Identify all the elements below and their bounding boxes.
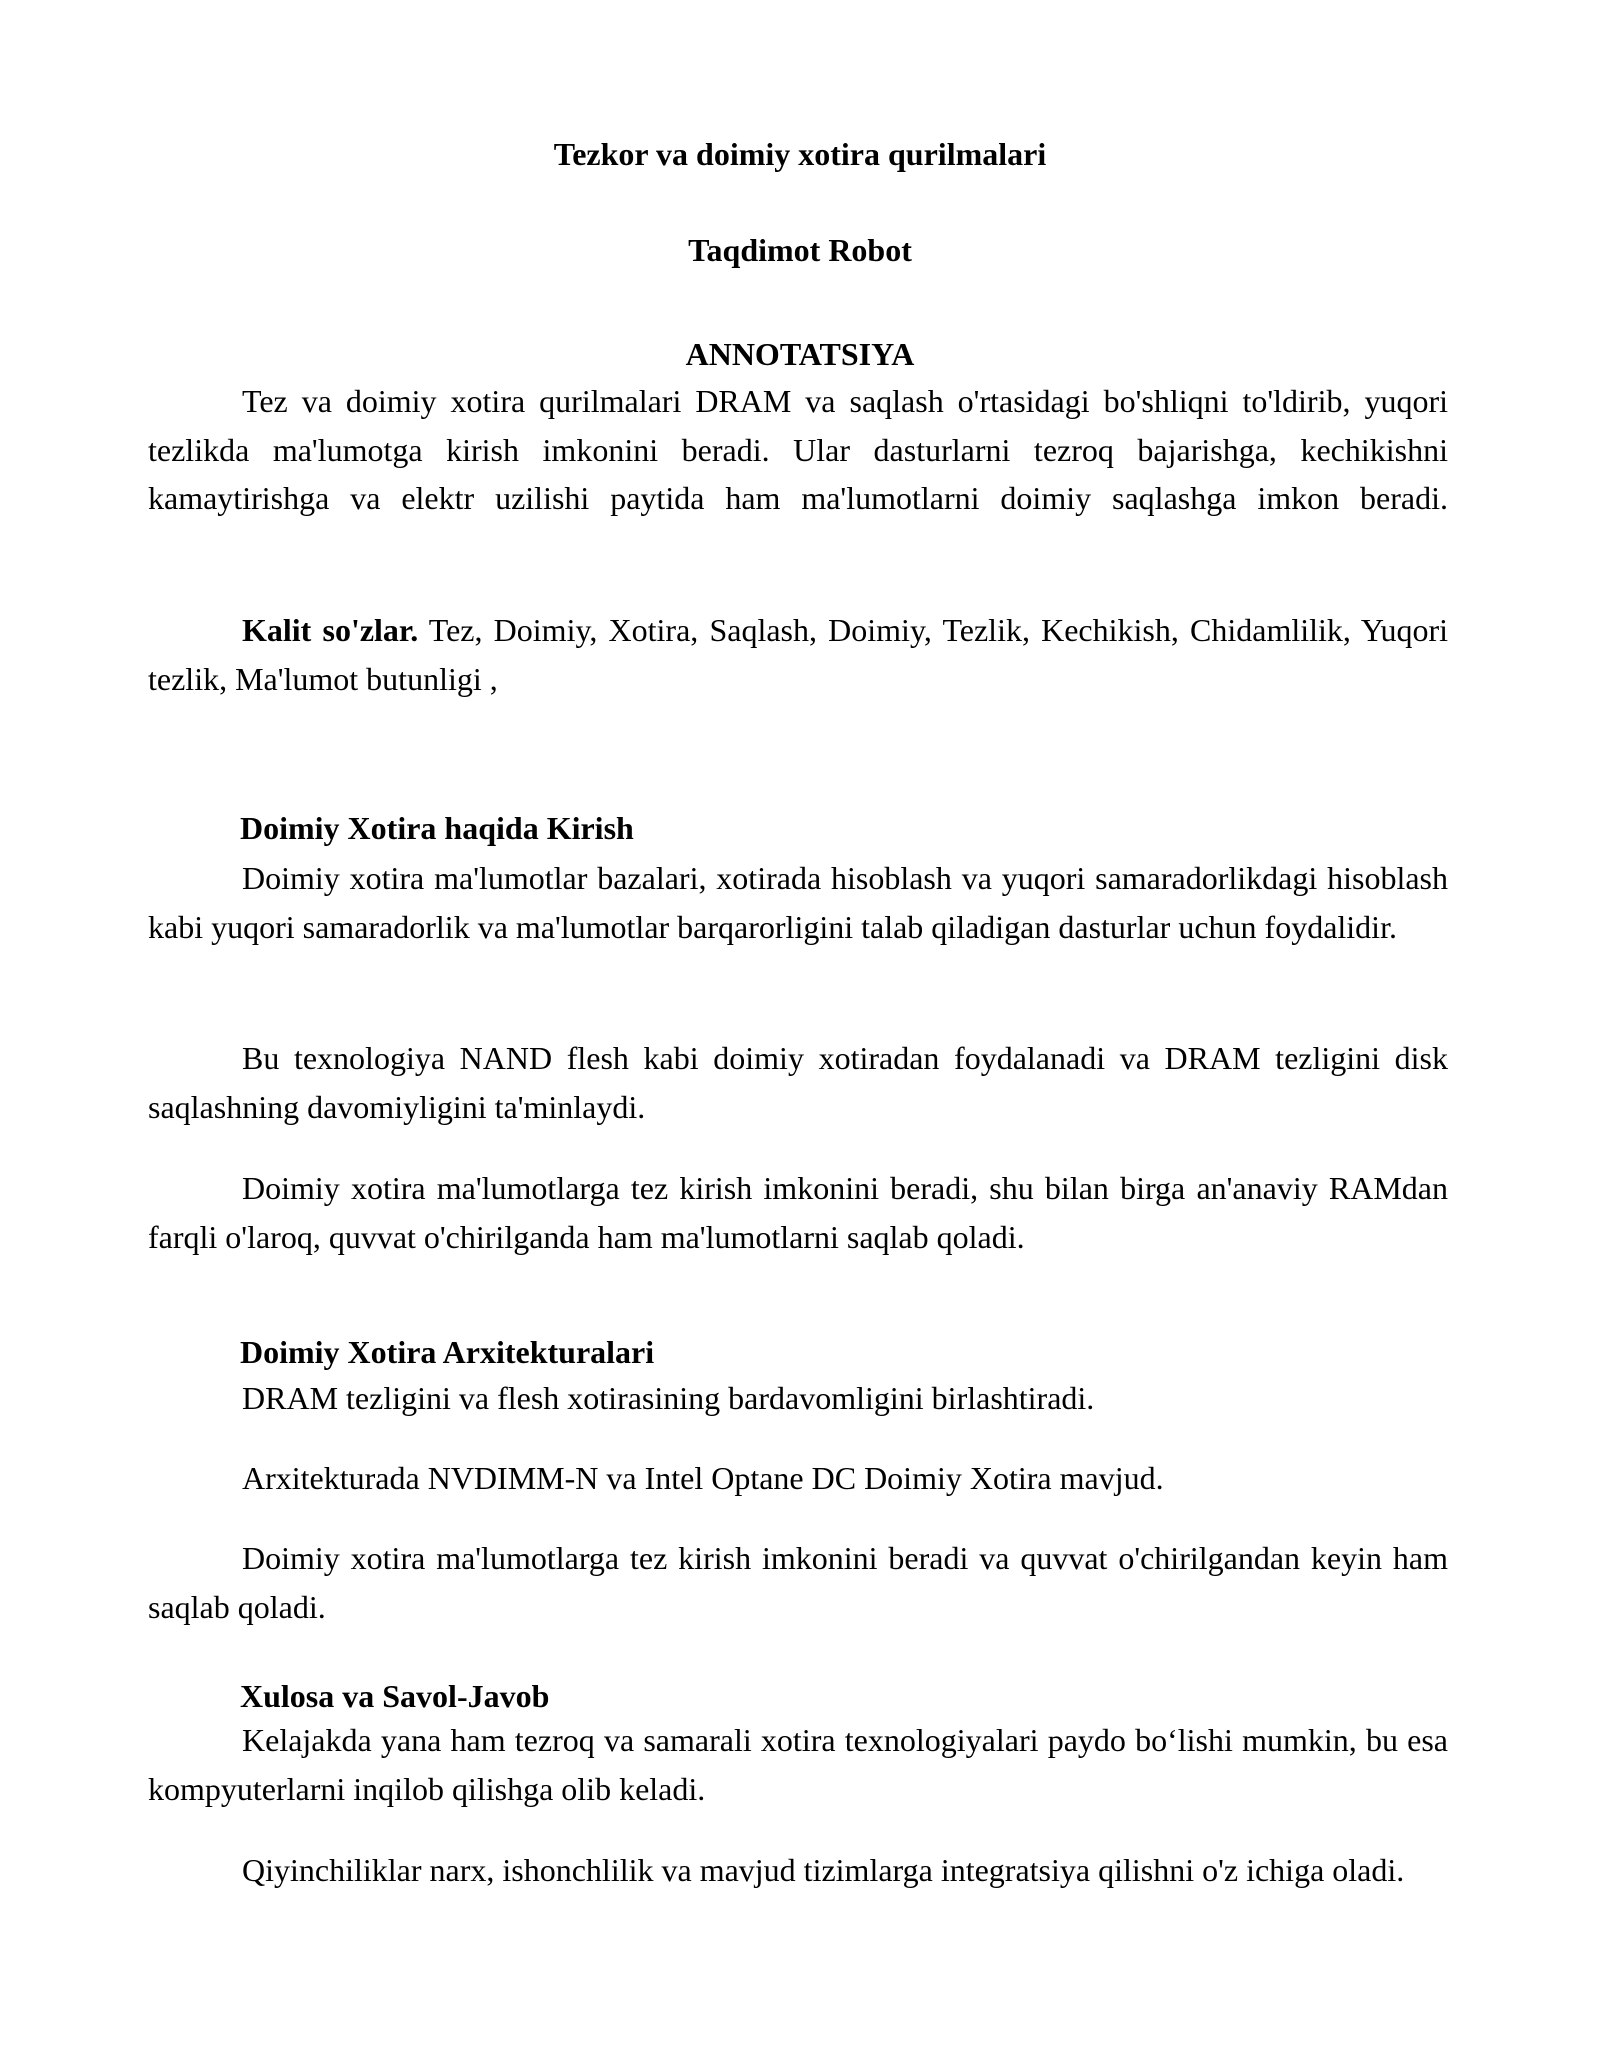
document-title: Tezkor va doimiy xotira qurilmalari: [553, 136, 1047, 172]
section-paragraph: Doimiy xotira ma'lumotlarga tez kirish imkonini beradi va quvvat o'chirilgandan keyin ham saqlab qoladi.: [148, 1540, 1448, 1625]
keywords-label: Kalit so'zlar.: [242, 612, 419, 648]
document-author: Taqdimot Robot: [688, 232, 912, 268]
keywords-paragraph: [148, 606, 1448, 703]
section-heading-architectures: Doimiy Xotira Arxitekturalari: [240, 1334, 655, 1370]
keywords-list: Tez, Doimiy, Xotira, Saqlash, Doimiy, Tezlik, Kechikish, Chidamlilik, Yuqori tezlik, Ma'lumot butunligi ,: [148, 612, 1449, 697]
annotation-paragraph: Tez va doimiy xotira qurilmalari DRAM va saqlash o'rtasidagi bo'shliqni to'ldirib, yuqori tezlikda ma'lumotga kirish imkonini beradi. Ular dasturlarni tezroq bajarishga, kechikishni kamaytirishga va elektr uzilishi paytida ham ma'lumotlarni doimiy saqlashga imkon beradi.: [148, 383, 1448, 516]
annotation-heading: ANNOTATSIYA: [685, 336, 915, 372]
section-paragraph: DRAM tezligini va flesh xotirasining bardavomligini birlashtiradi.: [242, 1380, 1095, 1416]
section-paragraph: Bu texnologiya NAND flesh kabi doimiy xotiradan foydalanadi va DRAM tezligini disk saqlashning davomiyligini ta'minlaydi.: [148, 1040, 1448, 1125]
section-heading-conclusion: Xulosa va Savol-Javob: [240, 1678, 550, 1714]
section-paragraph: Qiyinchiliklar narx, ishonchlilik va mavjud tizimlarga integratsiya qilishni o'z ichiga oladi.: [242, 1852, 1405, 1888]
section-paragraph: Kelajakda yana ham tezroq va samarali xotira texnologiyalari paydo bo‘lishi mumkin, bu esa kompyuterlarni inqilob qilishga olib keladi.: [148, 1722, 1448, 1807]
section-paragraph: Doimiy xotira ma'lumotlarga tez kirish imkonini beradi, shu bilan birga an'anaviy RAMdan farqli o'laroq, quvvat o'chirilganda ham ma'lumotlarni saqlab qoladi.: [148, 1170, 1448, 1255]
section-heading-intro: Doimiy Xotira haqida Kirish: [240, 810, 634, 846]
section-paragraph: Arxitekturada NVDIMM-N va Intel Optane DC Doimiy Xotira mavjud.: [242, 1460, 1164, 1496]
section-paragraph: Doimiy xotira ma'lumotlar bazalari, xotirada hisoblash va yuqori samaradorlikdagi hisoblash kabi yuqori samaradorlik va ma'lumotlar barqarorligini talab qiladigan dasturlar uchun foydalidir.: [148, 860, 1448, 945]
